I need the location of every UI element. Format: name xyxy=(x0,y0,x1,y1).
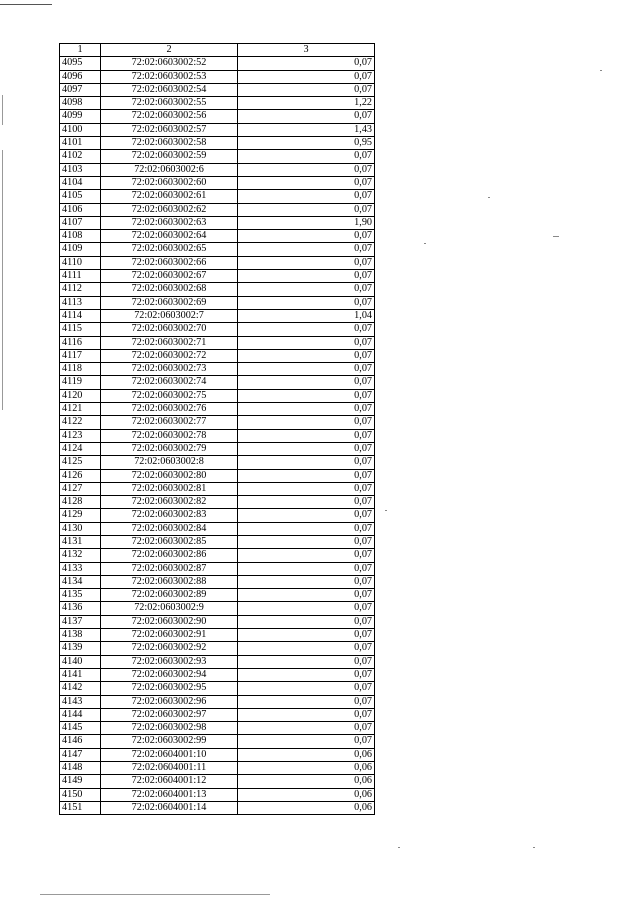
table-row xyxy=(60,496,375,509)
value-cell: 0,07 xyxy=(238,522,375,535)
cadastral-number-cell: 72:02:0603002:64 xyxy=(101,230,238,243)
cadastral-number-cell: 72:02:0603002:76 xyxy=(101,403,238,416)
row-number-cell: 4102 xyxy=(60,150,101,163)
cadastral-number-cell: 72:02:0604001:11 xyxy=(101,762,238,775)
cadastral-number-cell: 72:02:0603002:67 xyxy=(101,270,238,283)
value-cell: 0,07 xyxy=(238,270,375,283)
table-row xyxy=(60,349,375,362)
row-number-cell: 4122 xyxy=(60,416,101,429)
cadastral-number-cell: 72:02:0603002:99 xyxy=(101,735,238,748)
cadastral-number-cell: 72:02:0603002:92 xyxy=(101,642,238,655)
row-number-cell: 4148 xyxy=(60,762,101,775)
row-number-cell: 4133 xyxy=(60,562,101,575)
cadastral-number-cell: 72:02:0604001:12 xyxy=(101,775,238,788)
row-number-cell: 4149 xyxy=(60,775,101,788)
cadastral-number-cell: 72:02:0603002:94 xyxy=(101,668,238,681)
value-cell: 0,07 xyxy=(238,575,375,588)
scan-speck xyxy=(385,510,387,511)
table-row xyxy=(60,655,375,668)
row-number-cell: 4103 xyxy=(60,163,101,176)
bottom-scan-line xyxy=(40,894,270,895)
row-number-cell: 4143 xyxy=(60,695,101,708)
value-cell: 1,04 xyxy=(238,309,375,322)
table-row xyxy=(60,801,375,814)
value-cell: 0,07 xyxy=(238,456,375,469)
row-number-cell: 4130 xyxy=(60,522,101,535)
row-number-cell: 4140 xyxy=(60,655,101,668)
row-number-cell: 4108 xyxy=(60,230,101,243)
row-number-cell: 4142 xyxy=(60,682,101,695)
cadastral-number-cell: 72:02:0603002:68 xyxy=(101,283,238,296)
cadastral-number-cell: 72:02:0603002:77 xyxy=(101,416,238,429)
cadastral-number-cell: 72:02:0603002:95 xyxy=(101,682,238,695)
row-number-cell: 4112 xyxy=(60,283,101,296)
column-header-1: 1 xyxy=(60,44,101,57)
table-row xyxy=(60,57,375,70)
row-number-cell: 4106 xyxy=(60,203,101,216)
cadastral-number-cell: 72:02:0603002:61 xyxy=(101,190,238,203)
row-number-cell: 4115 xyxy=(60,323,101,336)
table-row xyxy=(60,549,375,562)
row-number-cell: 4147 xyxy=(60,748,101,761)
cadastral-number-cell: 72:02:0604001:13 xyxy=(101,788,238,801)
value-cell: 0,07 xyxy=(238,429,375,442)
scan-speck xyxy=(488,197,490,198)
table-row xyxy=(60,642,375,655)
value-cell: 0,07 xyxy=(238,602,375,615)
cadastral-number-cell: 72:02:0603002:79 xyxy=(101,442,238,455)
cadastral-number-cell: 72:02:0603002:66 xyxy=(101,256,238,269)
row-number-cell: 4138 xyxy=(60,629,101,642)
table-row xyxy=(60,522,375,535)
value-cell: 0,07 xyxy=(238,70,375,83)
row-number-cell: 4105 xyxy=(60,190,101,203)
row-number-cell: 4119 xyxy=(60,376,101,389)
value-cell: 0,07 xyxy=(238,190,375,203)
table-row xyxy=(60,668,375,681)
cadastral-number-cell: 72:02:0603002:70 xyxy=(101,323,238,336)
row-number-cell: 4127 xyxy=(60,482,101,495)
value-cell: 0,07 xyxy=(238,416,375,429)
cadastral-number-cell: 72:02:0603002:63 xyxy=(101,216,238,229)
table-row xyxy=(60,695,375,708)
table-row xyxy=(60,243,375,256)
value-cell: 1,22 xyxy=(238,97,375,110)
row-number-cell: 4117 xyxy=(60,349,101,362)
value-cell: 0,07 xyxy=(238,535,375,548)
table-row xyxy=(60,735,375,748)
value-cell: 0,07 xyxy=(238,110,375,123)
value-cell: 0,07 xyxy=(238,163,375,176)
value-cell: 0,07 xyxy=(238,695,375,708)
row-number-cell: 4129 xyxy=(60,509,101,522)
scan-speck xyxy=(600,70,602,71)
scan-speck xyxy=(553,236,559,237)
column-header-2: 2 xyxy=(101,44,238,57)
table-row xyxy=(60,309,375,322)
cadastral-number-cell: 72:02:0603002:65 xyxy=(101,243,238,256)
value-cell: 0,07 xyxy=(238,615,375,628)
value-cell: 0,07 xyxy=(238,482,375,495)
row-number-cell: 4114 xyxy=(60,309,101,322)
value-cell: 0,07 xyxy=(238,243,375,256)
cadastral-number-cell: 72:02:0604001:10 xyxy=(101,748,238,761)
cadastral-number-cell: 72:02:0603002:91 xyxy=(101,629,238,642)
table-row xyxy=(60,389,375,402)
table-row xyxy=(60,176,375,189)
value-cell: 0,07 xyxy=(238,176,375,189)
row-number-cell: 4150 xyxy=(60,788,101,801)
table-row xyxy=(60,469,375,482)
value-cell: 0,06 xyxy=(238,775,375,788)
row-number-cell: 4097 xyxy=(60,83,101,96)
scan-speck xyxy=(533,847,535,848)
cadastral-number-cell: 72:02:0603002:71 xyxy=(101,336,238,349)
cadastral-number-cell: 72:02:0603002:90 xyxy=(101,615,238,628)
table-row xyxy=(60,602,375,615)
value-cell: 0,07 xyxy=(238,682,375,695)
value-cell: 0,07 xyxy=(238,203,375,216)
table-row xyxy=(60,562,375,575)
cadastral-number-cell: 72:02:0603002:88 xyxy=(101,575,238,588)
table-row xyxy=(60,775,375,788)
table-row xyxy=(60,123,375,136)
value-cell: 0,07 xyxy=(238,442,375,455)
value-cell: 0,07 xyxy=(238,256,375,269)
row-number-cell: 4120 xyxy=(60,389,101,402)
cadastral-number-cell: 72:02:0603002:98 xyxy=(101,722,238,735)
table-row xyxy=(60,256,375,269)
table-row xyxy=(60,482,375,495)
cadastral-number-cell: 72:02:0603002:74 xyxy=(101,376,238,389)
cadastral-number-cell: 72:02:0603002:72 xyxy=(101,349,238,362)
row-number-cell: 4110 xyxy=(60,256,101,269)
table-row xyxy=(60,429,375,442)
value-cell: 0,07 xyxy=(238,469,375,482)
value-cell: 0,07 xyxy=(238,655,375,668)
table-row xyxy=(60,629,375,642)
table-row xyxy=(60,535,375,548)
cadastral-number-cell: 72:02:0603002:83 xyxy=(101,509,238,522)
cadastral-number-cell: 72:02:0603002:54 xyxy=(101,83,238,96)
table-row xyxy=(60,456,375,469)
cadastral-number-cell: 72:02:0603002:81 xyxy=(101,482,238,495)
row-number-cell: 4107 xyxy=(60,216,101,229)
row-number-cell: 4099 xyxy=(60,110,101,123)
row-number-cell: 4145 xyxy=(60,722,101,735)
cadastral-number-cell: 72:02:0603002:93 xyxy=(101,655,238,668)
table-row xyxy=(60,296,375,309)
value-cell: 0,07 xyxy=(238,323,375,336)
row-number-cell: 4136 xyxy=(60,602,101,615)
cadastral-register-table xyxy=(59,43,375,815)
table-row xyxy=(60,682,375,695)
cadastral-number-cell: 72:02:0603002:52 xyxy=(101,57,238,70)
row-number-cell: 4132 xyxy=(60,549,101,562)
table-row xyxy=(60,97,375,110)
row-number-cell: 4134 xyxy=(60,575,101,588)
scan-speck xyxy=(424,243,426,244)
value-cell: 0,06 xyxy=(238,748,375,761)
value-cell: 0,07 xyxy=(238,150,375,163)
row-number-cell: 4118 xyxy=(60,363,101,376)
cadastral-number-cell: 72:02:0603002:7 xyxy=(101,309,238,322)
cadastral-number-cell: 72:02:0603002:53 xyxy=(101,70,238,83)
table-row xyxy=(60,708,375,721)
value-cell: 0,07 xyxy=(238,735,375,748)
value-cell: 0,07 xyxy=(238,642,375,655)
value-cell: 0,07 xyxy=(238,496,375,509)
value-cell: 0,95 xyxy=(238,137,375,150)
cadastral-number-cell: 72:02:0603002:75 xyxy=(101,389,238,402)
cadastral-number-cell: 72:02:0603002:84 xyxy=(101,522,238,535)
value-cell: 0,07 xyxy=(238,403,375,416)
row-number-cell: 4128 xyxy=(60,496,101,509)
row-number-cell: 4113 xyxy=(60,296,101,309)
cadastral-number-cell: 72:02:0603002:85 xyxy=(101,535,238,548)
cadastral-number-cell: 72:02:0603002:6 xyxy=(101,163,238,176)
table-row xyxy=(60,376,375,389)
row-number-cell: 4100 xyxy=(60,123,101,136)
left-margin-mark xyxy=(2,95,3,125)
table-row xyxy=(60,137,375,150)
cadastral-number-cell: 72:02:0603002:73 xyxy=(101,363,238,376)
cadastral-number-cell: 72:02:0603002:89 xyxy=(101,589,238,602)
value-cell: 0,07 xyxy=(238,589,375,602)
cadastral-number-cell: 72:02:0603002:60 xyxy=(101,176,238,189)
cadastral-number-cell: 72:02:0603002:97 xyxy=(101,708,238,721)
value-cell: 0,07 xyxy=(238,283,375,296)
column-header-3: 3 xyxy=(238,44,375,57)
cadastral-number-cell: 72:02:0603002:59 xyxy=(101,150,238,163)
table-row xyxy=(60,283,375,296)
table-row xyxy=(60,363,375,376)
row-number-cell: 4139 xyxy=(60,642,101,655)
cadastral-number-cell: 72:02:0603002:62 xyxy=(101,203,238,216)
scan-speck xyxy=(398,847,400,848)
value-cell: 1,43 xyxy=(238,123,375,136)
row-number-cell: 4137 xyxy=(60,615,101,628)
table-row xyxy=(60,416,375,429)
value-cell: 0,07 xyxy=(238,509,375,522)
cadastral-number-cell: 72:02:0603002:9 xyxy=(101,602,238,615)
row-number-cell: 4121 xyxy=(60,403,101,416)
row-number-cell: 4095 xyxy=(60,57,101,70)
table-row xyxy=(60,403,375,416)
cadastral-number-cell: 72:02:0604001:14 xyxy=(101,801,238,814)
table-row xyxy=(60,216,375,229)
value-cell: 0,07 xyxy=(238,549,375,562)
cadastral-number-cell: 72:02:0603002:86 xyxy=(101,549,238,562)
table-row xyxy=(60,70,375,83)
table-row xyxy=(60,575,375,588)
row-number-cell: 4123 xyxy=(60,429,101,442)
row-number-cell: 4104 xyxy=(60,176,101,189)
row-number-cell: 4141 xyxy=(60,668,101,681)
table-row xyxy=(60,509,375,522)
value-cell: 0,06 xyxy=(238,762,375,775)
top-scan-line xyxy=(0,4,52,5)
row-number-cell: 4101 xyxy=(60,137,101,150)
table-row xyxy=(60,230,375,243)
value-cell: 0,07 xyxy=(238,389,375,402)
value-cell: 1,90 xyxy=(238,216,375,229)
left-margin-mark xyxy=(2,150,3,410)
value-cell: 0,07 xyxy=(238,57,375,70)
table-row xyxy=(60,83,375,96)
cadastral-number-cell: 72:02:0603002:57 xyxy=(101,123,238,136)
table-row xyxy=(60,762,375,775)
row-number-cell: 4144 xyxy=(60,708,101,721)
row-number-cell: 4096 xyxy=(60,70,101,83)
row-number-cell: 4116 xyxy=(60,336,101,349)
value-cell: 0,07 xyxy=(238,562,375,575)
table-row xyxy=(60,336,375,349)
value-cell: 0,06 xyxy=(238,788,375,801)
row-number-cell: 4146 xyxy=(60,735,101,748)
cadastral-number-cell: 72:02:0603002:56 xyxy=(101,110,238,123)
table-row xyxy=(60,270,375,283)
row-number-cell: 4126 xyxy=(60,469,101,482)
table-row xyxy=(60,110,375,123)
table-row xyxy=(60,615,375,628)
row-number-cell: 4125 xyxy=(60,456,101,469)
row-number-cell: 4098 xyxy=(60,97,101,110)
value-cell: 0,07 xyxy=(238,336,375,349)
table-row xyxy=(60,722,375,735)
table-row xyxy=(60,163,375,176)
value-cell: 0,07 xyxy=(238,230,375,243)
cadastral-number-cell: 72:02:0603002:69 xyxy=(101,296,238,309)
table-body xyxy=(60,57,375,815)
table-row xyxy=(60,589,375,602)
cadastral-number-cell: 72:02:0603002:55 xyxy=(101,97,238,110)
table-row xyxy=(60,442,375,455)
table-row xyxy=(60,190,375,203)
cadastral-number-cell: 72:02:0603002:58 xyxy=(101,137,238,150)
table-row xyxy=(60,203,375,216)
value-cell: 0,07 xyxy=(238,708,375,721)
cadastral-number-cell: 72:02:0603002:8 xyxy=(101,456,238,469)
row-number-cell: 4135 xyxy=(60,589,101,602)
row-number-cell: 4111 xyxy=(60,270,101,283)
cadastral-number-cell: 72:02:0603002:87 xyxy=(101,562,238,575)
cadastral-number-cell: 72:02:0603002:96 xyxy=(101,695,238,708)
table-header-row xyxy=(60,44,375,57)
row-number-cell: 4151 xyxy=(60,801,101,814)
value-cell: 0,07 xyxy=(238,349,375,362)
cadastral-number-cell: 72:02:0603002:78 xyxy=(101,429,238,442)
cadastral-number-cell: 72:02:0603002:82 xyxy=(101,496,238,509)
cadastral-number-cell: 72:02:0603002:80 xyxy=(101,469,238,482)
value-cell: 0,07 xyxy=(238,363,375,376)
value-cell: 0,06 xyxy=(238,801,375,814)
value-cell: 0,07 xyxy=(238,83,375,96)
value-cell: 0,07 xyxy=(238,629,375,642)
row-number-cell: 4109 xyxy=(60,243,101,256)
table-row xyxy=(60,788,375,801)
row-number-cell: 4131 xyxy=(60,535,101,548)
value-cell: 0,07 xyxy=(238,722,375,735)
table-row xyxy=(60,748,375,761)
value-cell: 0,07 xyxy=(238,296,375,309)
value-cell: 0,07 xyxy=(238,376,375,389)
table-row xyxy=(60,323,375,336)
table-row xyxy=(60,150,375,163)
row-number-cell: 4124 xyxy=(60,442,101,455)
value-cell: 0,07 xyxy=(238,668,375,681)
